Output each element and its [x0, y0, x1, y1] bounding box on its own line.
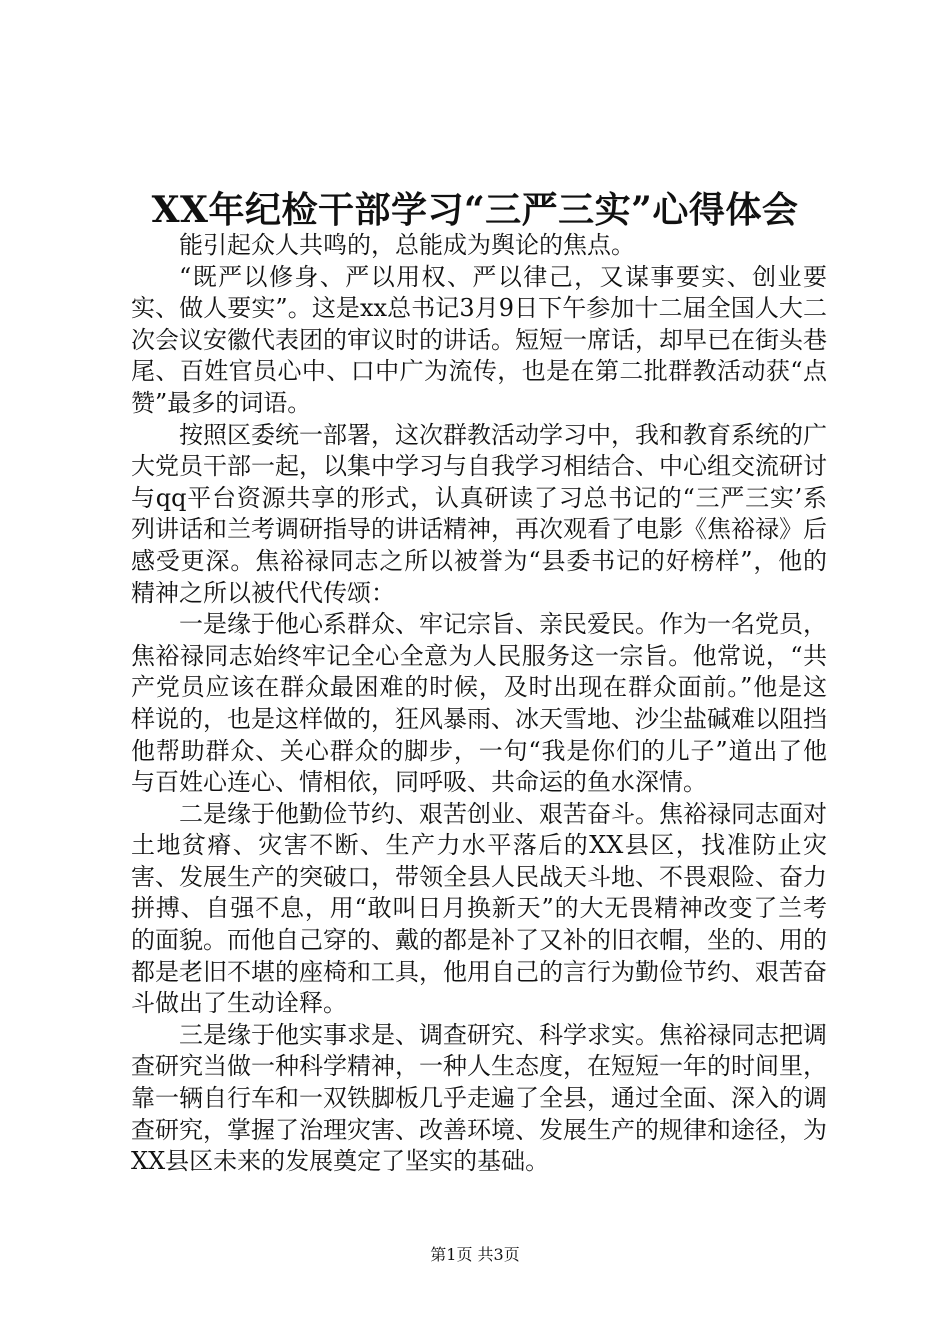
paragraph: “既严以修身、严以用权、严以律己，又谋事要实、创业要实、做人要实”。这是xx总书记3月9日下午参加十二届全国人大二次会议安徽代表团的审议时的讲话。短短一席话，却早已在街头巷尾、百姓官员心中、口中广为流传，也是在第二批群教活动获“点赞”最多的词语。: [131, 262, 827, 417]
document-title: XX年纪检干部学习“三严三实”心得体会: [151, 189, 799, 231]
page-number-footer: 第1页 共3页: [430, 1245, 520, 1264]
paragraph: 一是缘于他心系群众、牢记宗旨、亲民爱民。作为一名党员，焦裕禄同志始终牢记全心全意为人民服务这一宗旨。他常说，“共产党员应该在群众最困难的时候，及时出现在群众面前。”他是这样说的，也是这样做的，狂风暴雨、冰天雪地、沙尘盐碱难以阻挡他帮助群众、关心群众的脚步，一句“我是你们的儿子”道出了他与百姓心连心、情相依，同呼吸、共命运的鱼水深情。: [131, 610, 827, 797]
paragraph: 按照区委统一部署，这次群教活动学习中，我和教育系统的广大党员干部一起，以集中学习与自我学习相结合、中心组交流研讨与qq平台资源共享的形式，认真研读了习总书记的“三严三实’系列讲话和兰考调研指导的讲话精神，再次观看了电影《焦裕禄》后感受更深。焦裕禄同志之所以被誉为“县委书记的好榜样”，他的精神之所以被代代传颂：: [131, 420, 827, 607]
document-body: [131, 230, 827, 1178]
paragraph: 三是缘于他实事求是、调查研究、科学求实。焦裕禄同志把调查研究当做一种科学精神，一种人生态度，在短短一年的时间里，靠一辆自行车和一双铁脚板几乎走遍了全县，通过全面、深入的调查研究，掌握了治理灾害、改善环境、发展生产的规律和途径，为XX县区未来的发展奠定了坚实的基础。: [131, 1020, 827, 1176]
paragraph: 二是缘于他勤俭节约、艰苦创业、艰苦奋斗。焦裕禄同志面对土地贫瘠、灾害不断、生产力水平落后的XX县区，找准防止灾害、发展生产的突破口，带领全县人民战天斗地、不畏艰险、奋力拼搏、自强不息，用“敢叫日月换新天”的大无畏精神改变了兰考的面貌。而他自己穿的、戴的都是补了又补的旧衣帽，坐的、用的都是老旧不堪的座椅和工具，他用自己的言行为勤俭节约、艰苦奋斗做出了生动诠释。: [131, 799, 827, 1018]
paragraph: 能引起众人共鸣的，总能成为舆论的焦点。: [179, 231, 635, 259]
